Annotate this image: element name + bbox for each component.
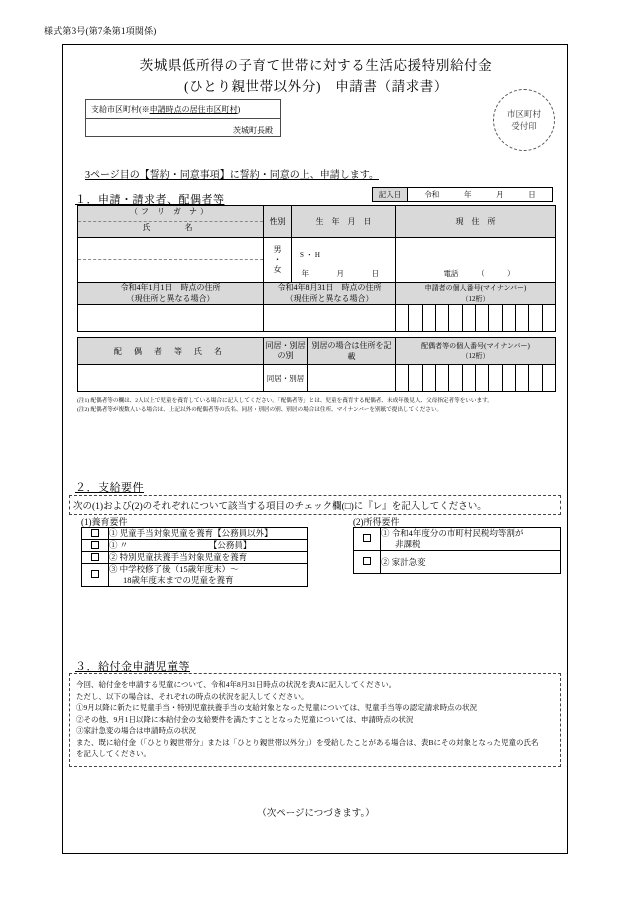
income-label-2 [381,551,561,574]
applicant-mynumber-header [396,283,556,305]
income-row-1[interactable] [354,528,561,551]
section-3-heading: ３．給付金申請児童等 [75,661,190,673]
mynumber-digit-cell[interactable] [543,365,555,391]
income-number-1: ① [381,528,390,538]
rearing-row-3[interactable] [82,552,308,564]
spouse-name-input[interactable] [78,365,264,392]
income-number-2: ② [381,556,390,567]
mynumber-digit-cell[interactable] [529,365,542,391]
rearing-checkbox-3-cell[interactable] [82,552,109,564]
municipality-label [86,100,280,119]
income-text-2: 家計急変 [391,556,426,567]
section-3-line-7: を記入してください。 [76,749,151,758]
mynumber-digit-cell[interactable] [423,365,436,391]
applicant-mynumber-header-line1: 申請者の個人番号(マイナンバー) [424,284,527,292]
section-3-line-3: ①9月以降に新たに児童手当・特別児童扶養手当の支給対象となった児童については、児童手当等の認定請求時点の状況 [76,703,478,712]
mynumber-digit-cell[interactable] [476,365,489,391]
rearing-text-3: 特別児童扶養手当対象児童を養育 [119,552,248,562]
municipality-addressee: 茨城町長殿 [233,126,273,135]
mynumber-digit-cell[interactable] [476,305,489,331]
checkbox-icon[interactable] [91,541,99,549]
spouse-mynumber-cells[interactable] [396,365,555,391]
income-text-1: 令和4年度分の市町村民税均等割が [391,528,524,538]
name-input[interactable] [78,260,263,282]
receipt-seal-circle [493,89,555,151]
address-jan-header-line2: （現住所と異なる場合） [126,293,215,303]
spouse-separate-address-input[interactable] [308,365,396,392]
section-3-line-1: 今回、給付金を申請する児童について、令和4年8月31日時点の状況を表Aに記入してください。 [76,680,397,689]
spouse-input-row[interactable] [78,365,556,392]
rearing-text-2: 〃 【公務員】 [119,540,252,550]
rearing-text-4b: 18歳年度末までの児童を養育 [123,575,234,585]
rearing-requirements-table [81,527,308,587]
name-header: 氏 名 [142,223,199,232]
seal-line-2: 受付印 [511,121,537,131]
form-title-line-1: 茨城県低所得の子育て世帯に対する生活応援特別給付金 [139,58,493,73]
address-aug-header-line1: 令和4年8月31日 時点の住所 [277,283,382,292]
spouse-cohabit-header [264,338,308,365]
section-1-heading: １．申請・請求者、配偶者等 [75,194,225,206]
address-jan-input[interactable] [78,305,264,332]
spouse-mynumber-header-line2: （12桁） [461,352,490,360]
entry-date-era: 令和 [424,190,440,199]
checkbox-icon[interactable] [91,570,99,578]
rearing-text-1: 児童手当対象児童を養育【公務員以外】 [119,528,273,538]
address-input[interactable] [396,238,556,283]
rearing-label-4 [109,564,308,587]
applicant-header-row [78,206,556,238]
spouse-cohabit-header-line1: 同居・別居 [265,340,306,350]
spouse-mynumber-header-line1: 配偶者等の個人番号(マイナンバー) [421,341,530,350]
section-1-notes [77,397,561,415]
rearing-label-2 [109,540,308,552]
spouse-table [77,337,556,392]
rearing-row-2[interactable] [82,540,308,552]
entry-date-label: 記入日 [373,188,408,201]
mynumber-digit-cell[interactable] [516,365,529,391]
rearing-text-4: 中学校修了後（15歳年度末）～ [119,564,239,574]
rearing-checkbox-2-cell[interactable] [82,540,109,552]
mynumber-digit-cell[interactable] [529,305,542,331]
form-number: 様式第3号(第7条第1項関係) [44,26,157,36]
applicant-input-row[interactable] [78,238,556,283]
section-3-notes-box [69,673,561,767]
form-outer-frame [62,44,568,854]
dob-era-options: S・H [300,251,322,259]
applicant-name-header-cell [78,206,264,238]
rearing-number-1: ① [109,528,118,538]
spouse-header-row [78,338,556,365]
rearing-row-4[interactable] [82,564,308,587]
pledge-statement: 3ページ目の【誓約・同意事項】に誓約・同意の上、申請します。 [85,170,379,181]
mynumber-digit-cell[interactable] [516,305,529,331]
mynumber-digit-cell[interactable] [503,365,516,391]
rearing-number-3: ② [109,552,118,562]
address-header: 現 住 所 [396,206,556,238]
municipality-label-underlined: 申請時点の居住市区町村 [149,105,238,114]
form-title-line-2: (ひとり親世帯以外分) 申請書（請求書） [184,79,448,94]
dob-header: 生 年 月 日 [292,206,396,238]
address-aug-header [264,283,396,305]
seal-line-1: 市区町村 [506,109,541,119]
sex-input[interactable]: 男 ・ 女 [264,238,292,283]
section-3-line-6: また、既に給付金（「ひとり親世帯分」または「ひとり親世帯以外分」）を受給したことがある場合は、表Bにその対象となった児童の氏名 [76,737,539,747]
municipality-label-prefix: 支給市区町村(※ [91,105,150,114]
income-sub-heading: (2)所得要件 [353,517,400,527]
income-label-1 [381,528,561,551]
income-row-2[interactable] [354,551,561,574]
mynumber-digit-cell[interactable] [489,305,502,331]
checkbox-icon[interactable] [363,557,371,565]
section-3-line-4: ②その他、9月1日以降に本給付金の支給要件を満たすこととなった児童については、申請時点の状況 [76,714,414,724]
mynumber-digit-cell[interactable] [463,305,476,331]
checkbox-icon[interactable] [91,553,99,561]
address-jan-header-line1: 令和4年1月1日 時点の住所 [120,283,221,292]
sex-header: 性別 [264,206,292,238]
address-jan-header [78,283,264,305]
applicant-mynumber-cells[interactable] [396,305,555,331]
address-aug-header-line2: （現住所と異なる場合） [285,293,374,303]
mynumber-digit-cell[interactable] [409,305,422,331]
checkbox-icon[interactable] [363,534,371,542]
mynumber-digit-cell[interactable] [423,305,436,331]
spouse-mynumber-header [396,338,556,365]
mynumber-digit-cell[interactable] [449,305,462,331]
note-2: (注2) 配偶者等が複数人いる場合は、上記以外の配偶者等の氏名、同居・別居の別、別居の場合は住所、マイナンバーを別紙で提出してください。 [77,407,443,413]
furigana-header: （フ リ ガ ナ） [78,206,263,222]
entry-date-year: 年 [463,190,472,199]
mynumber-digit-cell[interactable] [489,365,502,391]
applicant-table [77,205,556,332]
spouse-cohabit-input[interactable]: 同居・別居 [264,365,308,392]
income-checkbox-1-cell[interactable] [354,528,381,551]
mynumber-digit-cell[interactable] [396,305,409,331]
municipality-box [85,99,281,137]
mynumber-digit-cell[interactable] [396,365,409,391]
mynumber-digit-cell[interactable] [449,365,462,391]
income-text-1b: 非課税 [395,539,421,549]
mynumber-digit-cell[interactable] [503,305,516,331]
checkbox-icon[interactable] [91,529,99,537]
spouse-separate-address-header: 別居の場合は住所を記載 [308,338,396,365]
page-footer: （次ページにつづきます。） [257,809,375,819]
rearing-label-1 [109,528,308,540]
income-checkbox-2-cell[interactable] [354,551,381,574]
mynumber-digit-cell[interactable] [543,305,555,331]
section-2-instruction: 次の(1)および(2)のそれぞれについて該当する項目のチェック欄(□)に『レ』を記入してください。 [69,495,561,515]
rearing-sub-heading: (1)養育要件 [81,517,128,527]
address-input-row[interactable] [78,305,556,332]
mynumber-digit-cell[interactable] [409,365,422,391]
spouse-mynumber-input[interactable] [396,365,556,392]
applicant-mynumber-header-line2: （12桁） [461,294,490,303]
dob-input[interactable] [292,238,396,283]
mynumber-digit-cell[interactable] [436,365,449,391]
address-header-row [78,283,556,305]
form-title [63,55,569,97]
address-aug-input[interactable] [264,305,396,332]
entry-date-month: 月 [496,190,504,199]
section-3-line-2: ただし、以下の場合は、それぞれの時点の状況を記入してください。 [76,691,309,701]
section-3-line-5: ③家計急変の場合は申請時点の状況 [76,726,196,735]
rearing-number-2: ① [109,540,118,550]
furigana-input[interactable] [78,238,263,260]
income-requirements-table [353,527,561,574]
entry-date-fields[interactable] [408,188,552,201]
section-2-heading: ２．支給要件 [75,482,144,494]
applicant-name-input-cell[interactable] [78,238,264,283]
entry-date-row [372,187,553,202]
spouse-cohabit-header-line2: の別 [277,351,294,360]
note-1: (注1) 配偶者等の欄は、2人以上で児童を養育している場合に記入してください。「配偶者等」とは、児童を養育する配偶者、未成年後見人、父母指定者等をいいます。 [77,398,493,404]
rearing-number-4: ③ [109,564,118,574]
rearing-row-1[interactable] [82,528,308,540]
spouse-name-header: 配 偶 者 等 氏 名 [78,338,264,365]
rearing-checkbox-1-cell[interactable] [82,528,109,540]
telephone-label: 電話 （ ） [443,269,515,278]
entry-date-day: 日 [528,190,536,199]
municipality-label-suffix: ) [237,105,241,114]
dob-ymd-labels: 年 月 日 [301,269,389,278]
mynumber-digit-cell[interactable] [436,305,449,331]
mynumber-digit-cell[interactable] [463,365,476,391]
rearing-label-3 [109,552,308,564]
applicant-mynumber-input[interactable] [396,305,556,332]
rearing-checkbox-4-cell[interactable] [82,564,109,587]
